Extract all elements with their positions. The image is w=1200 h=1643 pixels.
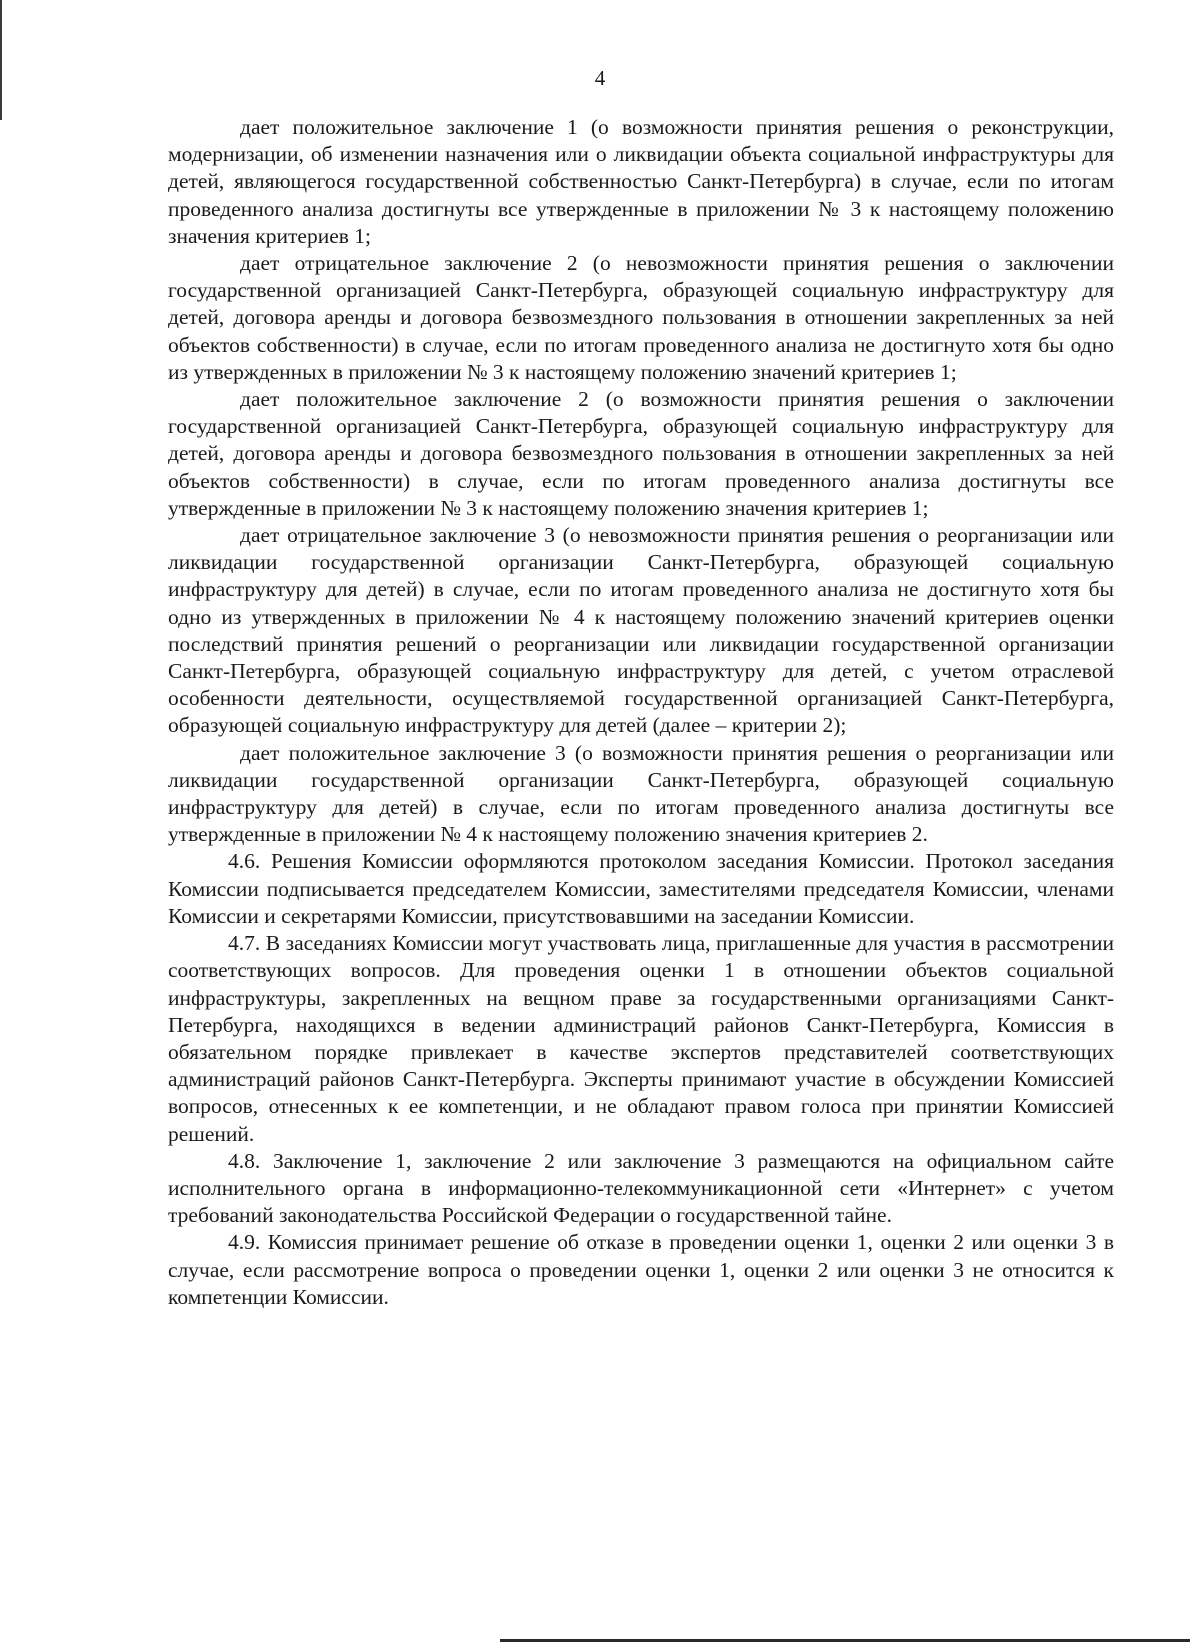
clause-4-6: 4.6. Решения Комиссии оформляются протоколом заседания Комиссии. Протокол заседания Комиссии подписывается председателем Комиссии, заместителями председателя Комиссии, членами Комиссии и секретарями Комиссии, присутствовавшими на заседании Комиссии.: [168, 849, 1114, 928]
clause-4-8: 4.8. Заключение 1, заключение 2 или заключение 3 размещаются на официальном сайте исполнительного органа в информационно-телекоммуникационной сети «Интернет» с учетом требований законодательства Российской Федерации о государственной тайне.: [168, 1148, 1114, 1228]
paragraph-positive-conclusion-3: дает положительное заключение 3 (о возможности принятия решения о реорганизации или ликвидации государственной организации Санкт-Петербурга, образующей социальную инфраструктуру для детей) в случае, если по итогам проведенного анализа достигнуты все утвержденные в приложении № 4 к настоящему положению значения критериев 2.: [168, 740, 1114, 847]
paragraph-positive-conclusion-2: дает положительное заключение 2 (о возможности принятия решения о заключении государственной организацией Санкт-Петербурга, образующей социальную инфраструктуру для детей, договора аренды и договора безвозмездного пользования в отношении закрепленных за ней объектов собственности) в случае, если по итогам проведенного анализа достигнуты все утвержденные в приложении № 3 к настоящему положению значения критериев 1;: [168, 387, 1114, 520]
paragraph-negative-conclusion-3: дает отрицательное заключение 3 (о невозможности принятия решения о реорганизации или ликвидации государственной организации Санкт-Петербурга, образующей социальную инфраструктуру для детей) в случае, если по итогам проведенного анализа не достигнуто хотя бы одно из утвержденных в приложении № 4 к настоящему положению значений критериев оценки последствий принятия решений о реорганизации или ликвидации государственной организации Санкт-Петербурга, образующей социальную инфраструктуру для детей, с учетом отраслевой особенности деятельности, осуществляемой государственной организацией Санкт-Петербурга, образующей социальную инфраструктуру для детей (далее – критерии 2);: [168, 523, 1114, 738]
document-body: [168, 114, 1114, 1311]
scan-edge-left: [0, 0, 2, 120]
clause-4-9: 4.9. Комиссия принимает решение об отказе в проведении оценки 1, оценки 2 или оценки 3 в случае, если рассмотрение вопроса о проведении оценки 1, оценки 2 или оценки 3 не относится к компетенции Комиссии.: [168, 1230, 1114, 1309]
paragraph-negative-conclusion-2: дает отрицательное заключение 2 (о невозможности принятия решения о заключении государственной организацией Санкт-Петербурга, образующей социальную инфраструктуру для детей, договора аренды и договора безвозмездного пользования в отношении закрепленных за ней объектов собственности) в случае, если по итогам проведенного анализа не достигнуто хотя бы одно из утвержденных в приложении № 3 к настоящему положению значений критериев 1;: [168, 251, 1114, 384]
clause-4-7: 4.7. В заседаниях Комиссии могут участвовать лица, приглашенные для участия в рассмотрении соответствующих вопросов. Для проведения оценки 1 в отношении объектов социальной инфраструктуры, закрепленных на вещном праве за государственными организациями Санкт-Петербурга, находящихся в ведении администраций районов Санкт-Петербурга, Комиссия в обязательном порядке привлекает в качестве экспертов представителей соответствующих администраций районов Санкт-Петербурга. Эксперты принимают участие в обсуждении Комиссией вопросов, отнесенных к ее компетенции, и не обладают правом голоса при принятии Комиссией решений.: [168, 931, 1114, 1146]
scan-edge-bottom: [500, 1639, 1190, 1642]
paragraph-positive-conclusion-1: дает положительное заключение 1 (о возможности принятия решения о реконструкции, модернизации, об изменении назначения или о ликвидации объекта социальной инфраструктуры для детей, являющегося государственной собственностью Санкт-Петербурга) в случае, если по итогам проведенного анализа достигнуты все утвержденные в приложении № 3 к настоящему положению значения критериев 1;: [168, 115, 1114, 248]
page-number: 4: [594, 66, 606, 90]
